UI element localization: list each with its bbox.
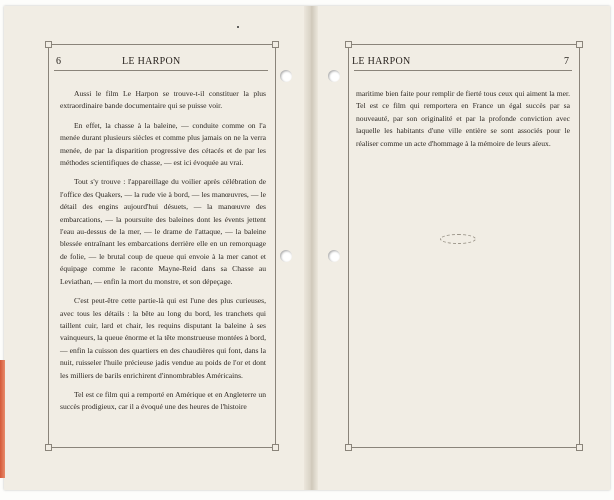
punch-hole xyxy=(328,250,340,262)
border-corner-ornament xyxy=(576,444,583,451)
open-booklet-spread xyxy=(4,6,610,490)
border-corner-ornament xyxy=(45,41,52,48)
right-page-number: 7 xyxy=(564,56,570,67)
paragraph: Tel est ce film qui a remporté en Amérique et en Angleterre un succès prodigieux, car il a évoqué une des heures de l'histoire xyxy=(60,389,266,412)
border-corner-ornament xyxy=(345,41,352,48)
header-rule xyxy=(354,70,572,71)
paragraph: En effet, la chasse à la baleine, — conduite comme on l'a menée durant plusieurs siècles et comme plus jamais on ne la verra menée, de par la disparition progressive des cétacés et de par les méthodes scientifiques de chasse, — est ici évoquée au vrai. xyxy=(60,120,266,168)
border-corner-ornament xyxy=(272,444,279,451)
header-rule xyxy=(54,70,268,71)
center-fold xyxy=(304,6,318,490)
border-corner-ornament xyxy=(272,41,279,48)
border-corner-ornament xyxy=(45,444,52,451)
right-running-title: LE HARPON xyxy=(352,56,411,67)
left-running-title: LE HARPON xyxy=(122,56,181,67)
left-page xyxy=(4,6,304,490)
border-corner-ornament xyxy=(576,41,583,48)
left-page-body xyxy=(60,88,266,421)
border-corner-ornament xyxy=(345,444,352,451)
paragraph: C'est peut-être cette partie-là qui est l'une des plus curieuses, avec tous les détails : la bête au long du bord, les tranchets qui taillent cuir, lard et chair, les requins disputant la baleine à ses vainqueurs, la queue énorme et la tête monstrueuse montées à bord, — enfin la cuisson des quartiers en des chaudières qui font, dans la nuit, ruisseler l'huile précieuse jadis vendue au poids de l'or et dont les milliers de barils enrichirent d'innombrables Américains. xyxy=(60,296,266,380)
paragraph: Aussi le film Le Harpon se trouve-t-il constituer la plus extraordinaire bande documentaire qui se puisse voir. xyxy=(60,89,266,111)
right-page-body xyxy=(356,88,570,157)
red-edge-strip xyxy=(0,360,5,478)
paragraph: maritime bien faite pour remplir de fierté tous ceux qui aiment la mer. Tel est ce film qui remportera en France un égal succès par sa nouveauté, par son originalité et par la profonde conviction avec laquelle les habitants d'une ville entière se sont associés pour le réaliser comme un acte d'hommage à la mémoire de leurs aïeux. xyxy=(356,89,570,148)
decorative-ornament xyxy=(440,234,476,244)
punch-hole xyxy=(280,70,292,82)
punch-hole xyxy=(328,70,340,82)
paragraph: Tout s'y trouve : l'appareillage du voilier après célébration de l'office des Quakers, — la rude vie à bord, — les manœuvres, — le détail des engins aujourd'hui désuets, — la manœuvre des embarcations, — la poursuite des baleines dont les évents jettent l'eau au-dessus de la mer, — le drame de l'attaque, — la baleine blessée entraînant les embarcations derrière elle en un remorquage de folie, — le brutal coup de queue qui envoie à la mer canot et équipage comme le raconte Mayne-Reid dans sa Chasse au Leviathan, — enfin la mort du monstre, et son dépeçage. xyxy=(60,177,266,286)
speck xyxy=(237,26,239,28)
right-page xyxy=(318,6,610,490)
punch-hole xyxy=(280,250,292,262)
left-page-number: 6 xyxy=(56,56,62,67)
